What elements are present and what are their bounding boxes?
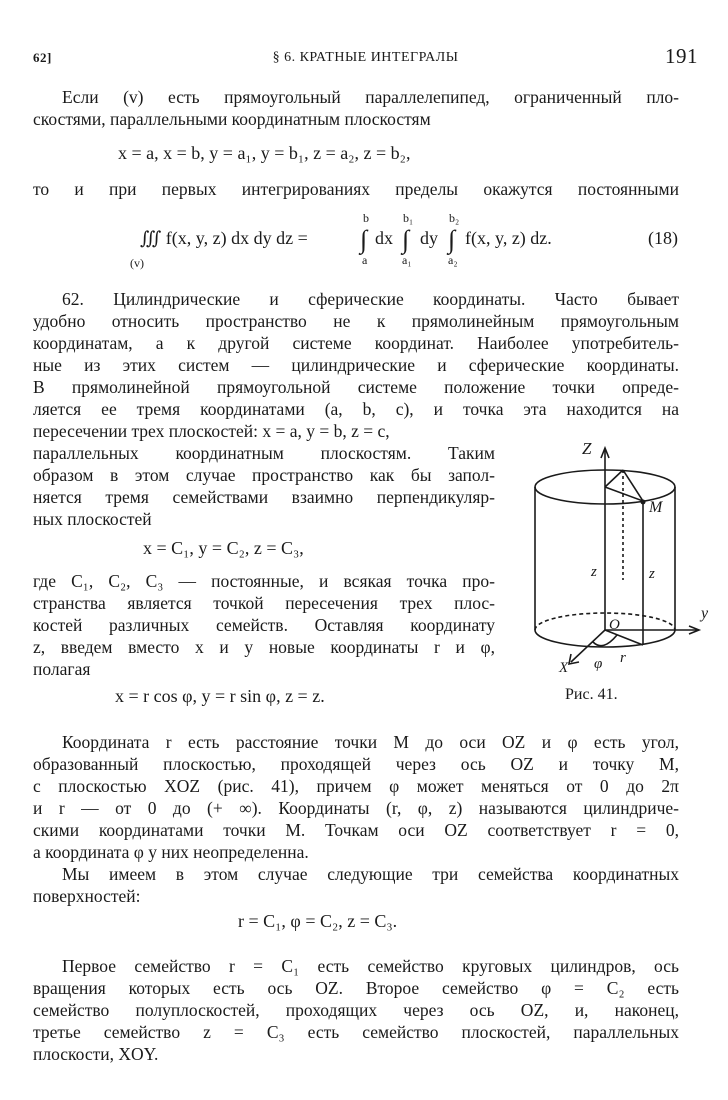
- text-line: z, введем вместо x и y новые координаты r и φ,: [33, 637, 495, 657]
- text-line: образом в этом случае пространство как бы запол-: [33, 465, 495, 485]
- text-line: Мы имеем в этом случае следующие три семейства координатных: [62, 864, 679, 884]
- text-line: ные из этих систем — цилиндрические и сферические координаты.: [33, 355, 679, 375]
- lower-limit-1: a: [362, 253, 368, 267]
- text-line: и r — от 0 до (+ ∞). Координаты (r, φ, z) называются цилиндриче-: [33, 798, 679, 818]
- label-y-axis: y: [701, 605, 709, 622]
- cylinder-diagram: [525, 430, 710, 715]
- label-phi: φ: [594, 656, 603, 672]
- label-r: r: [620, 650, 626, 666]
- text-line: Если (v) есть прямоугольный параллелепипед, ограниченный пло-: [62, 87, 679, 107]
- plane-edge-top: [605, 470, 623, 487]
- text-line: удобно относить пространство не к прямолинейным прямоугольным: [33, 311, 679, 331]
- text-line: В прямолинейной прямоугольной системе положение точки опреде-: [33, 377, 679, 397]
- text-line: параллельных координатным плоскостям. Таким: [33, 443, 495, 463]
- label-z-outer: z: [649, 566, 655, 582]
- label-z-inner: z: [591, 564, 597, 580]
- point-m: [641, 500, 646, 505]
- formula-planes: x = C₁, y = C₂, z = C₃,: [143, 538, 304, 558]
- text-line: скостями, параллельными координатным плоскостям: [33, 109, 431, 129]
- integral-domain: (v): [130, 256, 144, 270]
- text-line: третье семейство z = C₃ есть семейство плоскостей, параллельных: [33, 1022, 679, 1042]
- upper-limit-2: b₁: [403, 211, 414, 225]
- formula-surfaces: r = C₁, φ = C₂, z = C₃.: [238, 911, 398, 931]
- phi-arc: [593, 635, 617, 646]
- label-point-m: M: [649, 499, 663, 516]
- top-radius: [605, 487, 643, 501]
- page-number: 191: [665, 44, 698, 68]
- text-line: то и при первых интегрированиях пределы окажутся постоянными: [33, 179, 679, 199]
- integral-sign-2: ∫: [402, 225, 410, 254]
- formula-triple-integral: [140, 228, 308, 249]
- text-line: няется тремя семействами взаимно перпендикуляр-: [33, 487, 495, 507]
- lower-limit-2: a₁: [402, 253, 412, 267]
- text-line: ляется ее тремя координатами (a, b, c), и точка эта находится на: [33, 399, 679, 419]
- text-line: костей различных семейств. Оставляя координату: [33, 615, 495, 635]
- text-line: Координата r есть расстояние точки M до оси OZ и φ есть угол,: [62, 732, 679, 752]
- formula-lhs: ∭ f(x, y, z) dx dy dz =: [140, 228, 308, 248]
- differential-dx: dx: [375, 228, 393, 248]
- upper-limit-3: b₂: [449, 211, 460, 225]
- equation-number: (18): [648, 228, 678, 248]
- integrand: f(x, y, z) dz.: [465, 228, 552, 248]
- lower-limit-3: a₂: [448, 253, 458, 267]
- text-line: Первое семейство r = C₁ есть семейство круговых цилиндров, ось: [62, 956, 679, 976]
- text-line: пересечении трех плоскостей: x = a, y = b, z = c,: [33, 421, 390, 441]
- text-line: а координата φ у них неопределенна.: [33, 842, 309, 862]
- text-line: странства является точкой пересечения трех плос-: [33, 593, 495, 613]
- text-line: с плоскостью XOZ (рис. 41), причем φ может меняться от 0 до 2π: [33, 776, 679, 796]
- formula-bounds: x = a, x = b, y = a₁, y = b₁, z = a₂, z = b₂,: [118, 143, 411, 163]
- text-line: плоскости, XOY.: [33, 1044, 159, 1064]
- text-line: семейство полуплоскостей, проходящих через ось OZ, и, наконец,: [33, 1000, 679, 1020]
- section-ref: 62]: [33, 50, 52, 65]
- text-line: координатам, а к другой системе координат. Наиболее употребитель-: [33, 333, 679, 353]
- page-header: [33, 44, 698, 72]
- text-line: ных плоскостей: [33, 509, 152, 529]
- label-x-axis: X: [559, 660, 569, 676]
- section-heading-line: 62. Цилиндрические и сферические координаты. Часто бывает: [62, 289, 679, 309]
- text-line: скими координатами точки M. Точкам оси OZ соответствует r = 0,: [33, 820, 679, 840]
- integral-sign-1: ∫: [360, 225, 368, 254]
- label-z-axis: Z: [582, 439, 592, 458]
- text-line: поверхностей:: [33, 886, 141, 906]
- formula-cylindrical: x = r cos φ, y = r sin φ, z = z.: [115, 686, 325, 706]
- differential-dy: dy: [420, 228, 438, 248]
- running-title: § 6. КРАТНЫЕ ИНТЕГРАЛЫ: [272, 50, 459, 65]
- label-origin: O: [609, 617, 620, 633]
- upper-limit-1: b: [363, 211, 369, 225]
- text-line: полагая: [33, 659, 91, 679]
- integral-sign-3: ∫: [448, 225, 456, 254]
- text-line: где C₁, C₂, C₃ — постоянные, и всякая точка про-: [33, 571, 495, 591]
- figure-41: [525, 430, 710, 715]
- text-line: образованный плоскостью, проходящей через ось OZ и точку M,: [33, 754, 679, 774]
- figure-caption: Рис. 41.: [565, 686, 618, 703]
- text-line: вращения которых есть ось OZ. Второе семейство φ = C₂ есть: [33, 978, 679, 998]
